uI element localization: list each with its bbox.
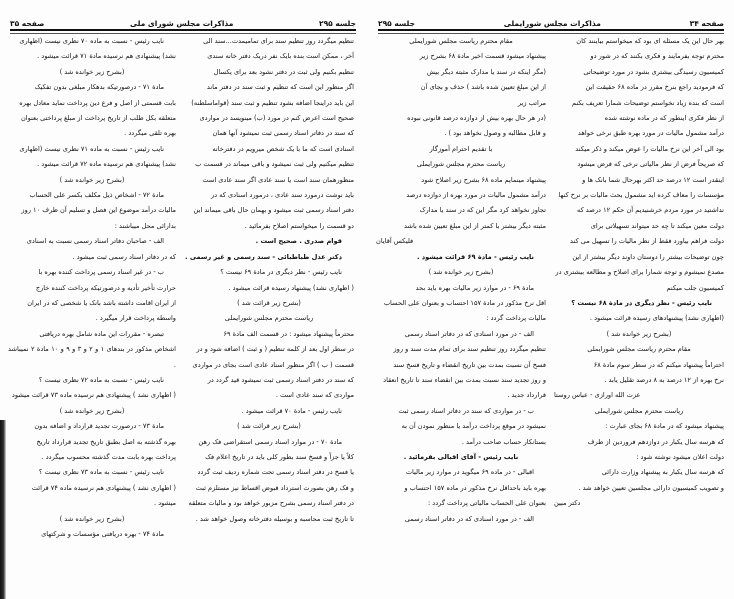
text-line: (مگر اینکه در سند یا مدارک مثبته دیگر بیش xyxy=(426,67,546,76)
text-line: نایب رئیس - نظر دیگری در مادة ۶۸ نیست ؟ xyxy=(571,298,712,307)
text-line: اگر منظور این است که تنظیم و ثبت سند در دفتر ماند xyxy=(206,83,354,92)
centered-line: (بشرح زیر قرائت شد ) xyxy=(237,298,301,307)
text-line: محترم توجه بفرمایند و فکری بکنند که در شور دو xyxy=(590,52,724,61)
text-line: و روز تجدید سند نسبت بمدت بین انقضاء سند تا تاریخ انعقاد xyxy=(383,375,546,384)
text-line: حرارت تأخیر تأدیه و درصورتیکه پرداخت کننده خارج xyxy=(35,283,176,292)
text-line: چون توضیحات بیشتر را دوستان داوند دیگر بیشتر از این xyxy=(572,252,724,261)
text-line: مادة ۷۲ - اشخاص ذیل مکلف بکسر علی الحساب xyxy=(29,191,164,200)
text-line: صحیح است اعرض کنم در مورد (ب) مینویسد در مواردی xyxy=(199,114,354,123)
text-line: است که بنده زیاد نخواستم توضیحات شمارا تعریف بکنم xyxy=(571,98,724,107)
page-34 xyxy=(372,0,730,599)
text-column-right xyxy=(184,34,354,527)
text-line: تنظیم میگردد روز تنظیم سند برای تمام مدت سند و روز xyxy=(393,345,546,354)
text-line: مادة ۶۹ - در موارد زیر مالیات بهره باید بحد xyxy=(415,283,534,292)
text-line: دولت اعلان میشود نوشته شود : xyxy=(636,452,724,461)
text-line: الف - صاحبان دفاتر اسناد رسمی نسبت به اسنادی xyxy=(26,237,164,246)
text-line: قسمت ( ب ) اگر منظور اسناد عادی است بجای در مواردی xyxy=(192,360,354,369)
text-line: نشد) پیشنهادی هم نرسیده مادة ۷۱ قرائت میشود . xyxy=(37,52,176,61)
text-line: مالیات پرداخت گردد : xyxy=(486,314,546,323)
text-line: منظورهمان سند است یا سند عادی اگر سند عادی است xyxy=(202,175,354,184)
text-line: نرخ بهره از ۱۲ درصد به ۸ درصد تقلیل یابد . xyxy=(604,375,724,384)
page-header xyxy=(378,12,724,31)
text-line: نایب رئیس - نسبت به ماده ۷۲ نظری نیست ؟ xyxy=(38,375,164,384)
page-number: صفحه ۳۵ xyxy=(10,19,45,28)
centered-line: ریاست محترم مجلس شورایملی xyxy=(416,160,506,169)
text-line: نمیشود در موقع پرداخت درآمد یا منظور نمودن آن به xyxy=(401,422,546,431)
text-line: این باید دراینجا اضافه بشود تنظیم و ثبت سند (قواماسلطنه) xyxy=(191,98,354,107)
text-line: بهر حال این یک مسئله ای بود که میخواستم بیاینند کان xyxy=(576,37,724,45)
text-line: پیشنهاد میشود که در مادة ۶۸ بجای عبارت : xyxy=(605,422,724,431)
text-line: ( اظهاری نشد) پیشنهاد رسیده قرائت میشود . xyxy=(228,283,354,292)
text-line: بهره باید باحداقل نرخ مذکور در ماده ۱۵۷ احتساب و xyxy=(404,483,546,492)
centered-line: (بشرح زیر خوانده شد ) xyxy=(59,406,125,415)
text-line: بابت قسمتی از اصل و فرع دین پرداخت نماید معادل بهره xyxy=(19,98,176,107)
text-line: قوام صدری . صحیح است . xyxy=(255,237,342,246)
text-line: مادة ۷۱ - درصورتیکه بدهکار مبلغی بدون تفکیک xyxy=(34,83,164,92)
publication-title: مذاکرات مجلس شورای ملی xyxy=(130,19,234,28)
text-line: باید نوشت درمورد سند عادی ، درمورد اسنادی که در xyxy=(211,191,354,200)
text-line: تنظیم میگردد روز تنظیم سند برای تمامیمدت...سند الی xyxy=(203,37,354,45)
centered-line: (بشرح زیر خوانده شد ) xyxy=(606,329,672,338)
text-line: از این مبلغ تعیین شده باشد ) حذف و بجای آن xyxy=(420,83,546,92)
text-line: ( اظهاری نشد ) پیشنهادی هم نرسیده ماده ۷۳ قرائت میشود xyxy=(11,391,176,400)
text-line: بهره گذشته به اصل بطبق تاریخ تجدید قرارداد تاریخ xyxy=(36,437,176,446)
text-line: اشخاص مذکور در بندهای ۱ و ۲ و ۳ و ۹ و ۱۰ مادة ۲ نمیباشد . xyxy=(8,345,176,369)
text-line: کمیسیون جلب میکنم xyxy=(666,283,724,292)
text-line: تجاوز نخواهد کرد مگر این که در سند یا مدارک xyxy=(419,206,546,215)
session-number: جلسه ۲۹۵ xyxy=(378,19,416,28)
text-line: مثبته دیگر بیشتر یا کمتر از این مبلغ تعیین شده باشد xyxy=(403,221,546,230)
session-number: جلسه ۲۹۵ xyxy=(319,19,356,28)
text-line: الف - در مورد اسنادی که در دفاتر اسناد رسمی xyxy=(404,514,534,523)
text-line: اقبالی - در ماده ۶۹ میگوید در موارد زیر مالیات xyxy=(405,468,534,477)
text-line: مادة ۷۳ - درصورت تجدید قرارداد و اضافه بدون xyxy=(34,422,164,431)
publication-title: مذاکرات مجلس شورایملی xyxy=(503,19,601,28)
text-line: یا فسخ در دفتر اسناد رسمی تحت شماره ردیف ثبت گردد xyxy=(197,468,354,477)
text-line: واسطه پرداخت قرار میگیرد . xyxy=(95,314,176,323)
text-line: محترماً پیشنهاد میشود : در قسمت الف مادة ۶۹ xyxy=(223,329,354,338)
text-line: درآمد مشمول مالیات در مورد بهره طبق نرخی خواهد xyxy=(577,129,724,138)
centered-line: ریاست محترم مجلس شورایملی xyxy=(224,314,314,323)
text-line: نایب رئیس - نسبت به ماده ۷۳ نظری نیست ؟ xyxy=(38,468,164,477)
text-line: دو قسمت را میخواستم اصلاح بفرمائید . xyxy=(244,221,354,230)
text-line: اسنادی است که ما با یک شخص میرویم در دفترخانه xyxy=(212,144,354,153)
centered-line: (بشرح زیر قرائت شد ) xyxy=(237,422,301,431)
page-number: صفحه ۳۴ xyxy=(689,19,724,28)
text-line: که هرسه سال یکبار در دوازدهم فروردین از طرف xyxy=(587,437,724,446)
text-column-left xyxy=(376,34,546,527)
centered-line: (بشرح زیر خوانده شد ) xyxy=(59,175,125,184)
text-line: در دفتر اسناد رسمی بشرح مزبور خواهد بود و مالیات متعلقه xyxy=(188,499,354,508)
centered-line: نایب رئیس - آقای اقبالی بفرمائید . xyxy=(403,452,519,461)
text-line: مراتب زیر xyxy=(517,98,546,107)
text-line: که صریحاً فرض از نظر مالیاتی نرخی که فرض میشود xyxy=(577,160,724,169)
page-35 xyxy=(4,0,362,599)
text-line: و فک رهن بصورت استرداد قبوض اقساط نیز مستلزم ثبت xyxy=(195,483,354,492)
text-line: (در هر حال بهره بیش از دوازده درصد قانونی نبوده xyxy=(407,114,546,123)
text-line: در سطر اول بعد از کلمه تنظیم ( و ثبت ) اضافه شود و در xyxy=(196,345,354,354)
text-line: از نظر فکری اینطور که در ماده نوشته شده xyxy=(604,114,724,123)
text-line: کلاً یا جزاً و فسخ سند بطور کلی باید در تاریخ اعلام فک xyxy=(205,452,354,461)
text-line: مالیات درآمد موضوع این فصل و تسلیم آن ظرف ۱۰ روز xyxy=(21,206,176,215)
text-line: نداشتید در مورد مردم خرشنیدیم آن حکم ۱۲ درصد که xyxy=(577,206,724,215)
text-line: که در دفاتر اسناد رسمی ثبت میشود . xyxy=(72,252,176,261)
text-line: تبصره - مقررات این ماده شامل بهره دریافتی xyxy=(39,329,164,338)
text-line: و تصویب کمیسیون دارائی مجلسین تعیین خواهد شد . xyxy=(578,483,724,492)
text-line: که سند در دفاتر اسناد رسمی ثبت نمیشود آنها همان xyxy=(212,129,354,138)
text-line: ( اظهاری نشد ) پیشنهادی هم نرسیده ماده ۷۴ قرائت xyxy=(31,483,176,492)
centered-line: ریاست محترم مجلس شورایملی xyxy=(594,406,684,415)
text-line: درآمد مشمول مالیات در مورد بهره از دوازده درصد xyxy=(406,191,546,200)
text-line: نایب رئیس - نسبت به ماده ۷۱ نظری نیست (اظهاری xyxy=(19,144,164,153)
text-line: احتراماً پیشنهاد میکنم که در سطر سوم مادة ۶۸ xyxy=(593,360,724,369)
text-line: تنظیم بکنیم ولی ثبت در دفتر نشود بعد برای یکسال xyxy=(213,67,354,76)
text-line: پیشنهاد مینمایم ماده ۶۸ بشرح زیر اصلاح شود xyxy=(421,175,546,184)
centered-line: با تقدیم احترام آموزگار xyxy=(429,144,493,153)
text-line: پیشنهاد میشود قسمت اخیر مادة ۶۸ بشرح زیر xyxy=(419,52,546,61)
centered-line: (بشرح زیر خوانده شد ) xyxy=(59,67,125,76)
text-line: و قابل مطالبه و وصول نخواهد بود ) . xyxy=(444,129,546,138)
text-column-left xyxy=(8,34,176,542)
text-line: الف - در مورد اسنادی که در دفاتر اسناد رسمی xyxy=(404,329,534,338)
text-line: که فرمودید راجع بنرخ مقرر در ماده ۶۸ حقیقت این xyxy=(585,83,724,92)
signature-line: عزت الله اورازی - عباس روستا xyxy=(554,391,641,400)
text-line: (اظهاری نشد) پیشنهادهای رسیده قرائت میشود . xyxy=(589,314,724,323)
text-line: اینقدر است ۱۲ درصد حد اکثر بهرحال شما بانک ها و xyxy=(582,175,724,184)
text-line: قرارداد جدید . xyxy=(507,391,546,400)
text-line: تنظیم میکنیم ولی ثبت نمیشود و باقی میماند در قسمت ب xyxy=(195,160,354,169)
text-line: دولت فراهم بیاورد فقط از نظر مالیات را تسهیل می کند xyxy=(570,237,724,246)
text-line: پرداخت بهره بابت مدت گذشته محسوب میگردد . xyxy=(41,452,176,461)
signature-line: دکتر مبین xyxy=(554,499,581,508)
text-column-right xyxy=(554,34,724,512)
text-line: نایب رئیس - مادة ۶۹ قرائت میشود . xyxy=(416,252,534,261)
text-line: متعلقه بکل طلب از تاریخ پرداخت از مبلغ پرداختی بعنوان xyxy=(20,114,176,123)
text-line: دفتر اسناد رسمی ثبت میشود و بهمان حال باقی میماند این xyxy=(193,206,354,215)
text-line: ب - در مواردی که سند در دفاتر اسناد رسمی ثبت xyxy=(398,406,534,415)
text-line: اقل نرخ مذکور در مادة ۱۵۷ احتساب و بعنوان علی الحساب xyxy=(383,298,546,307)
signature-line: فلیکس آقایان xyxy=(376,237,414,246)
text-line: که سند در دفتر اسناد رسمی ثبت نمیشود قید گردد در xyxy=(207,375,354,384)
centered-line: (بشرح زیر خوانده شد ) xyxy=(428,268,494,277)
text-line: فسخ آن نسبت بمدت بین تاریخ انقضاء و تاریخ فسخ سند xyxy=(393,360,546,369)
text-line: آخر ، ممکن است بنده بایک نفر دریک دفتر خانه سندی xyxy=(207,52,354,61)
text-line: دولت معین میکند تا چه حد میتواند تسهیلاتی برای xyxy=(590,221,724,230)
centered-line: مقام محترم ریاست مجلس شورایملی xyxy=(587,345,691,354)
page-header xyxy=(10,12,356,31)
text-line: مصدع نمیشوم و توجه شمارا برای اصلاح و مطالعه بیشتری در xyxy=(555,268,724,277)
text-line: از ایران اقامت داشته باشد بانک یا شخصی که در ایران xyxy=(27,298,176,307)
text-line: بهره تلقی میگردد . xyxy=(124,129,176,138)
text-line: بعنوان علی الحساب مالیاتی پرداخت گردد : xyxy=(427,499,546,508)
text-line: که هرسه سال یکبار به پیشنهاد وزارت دارائی xyxy=(601,468,724,477)
text-line: میشود . xyxy=(154,499,176,508)
text-line: بدارائی محل میباشند : xyxy=(114,221,176,230)
text-line: ب - در غیر اسناد رسمی پرداخت کننده بهره با xyxy=(38,268,164,277)
text-line: مؤسسات را معاف کرده اید مشمول بحث مالیات بر نرخ کنها xyxy=(558,191,724,200)
text-line: تا تاریخ ثبت محاسبه و بوسیله دفترخانه وصول خواهد شد . xyxy=(195,514,354,523)
centered-line: (بشرح زیر خوانده شد ) xyxy=(59,514,125,523)
text-line: بود الی آخر این نرخ مالیات را عوض میکند و ذکر میکند xyxy=(575,144,724,153)
text-line: کمیسیون رسیدگی بیشتری بشود در مورد توضیحاتی xyxy=(583,67,724,76)
text-line: نایب رئیس - نسبت به ماده ۷۰ نظری نیست (اظهاری xyxy=(19,37,164,45)
centered-line: مقام محترم ریاست مجلس شورایملی xyxy=(409,37,513,45)
text-line: نایب رئیس - مادة ۷۰ قرائت میشود . xyxy=(241,406,342,415)
text-line: مادة ۷۴ - بهره دریافتی مؤسسات و شرکتهای xyxy=(41,530,164,538)
text-line: دکتر عدل طباطبائی - سند رسمی و غیر رسمی . xyxy=(185,252,342,261)
text-line: نایب رئیس - نظر دیگری در مادة ۶۹ نیست ؟ xyxy=(220,268,342,277)
text-line: نشد) پیشنهادی هم نرسیده ماده ۷۲ قرائت میشود . xyxy=(37,160,176,169)
text-line: مادة ۷۰ - در موارد اسناد رسمی استقراضی فک رهن xyxy=(198,437,342,446)
text-line: مواردی که سند عادی است . xyxy=(275,391,354,400)
text-line: بستانکار حساب صاحب درآمد . xyxy=(461,437,546,446)
